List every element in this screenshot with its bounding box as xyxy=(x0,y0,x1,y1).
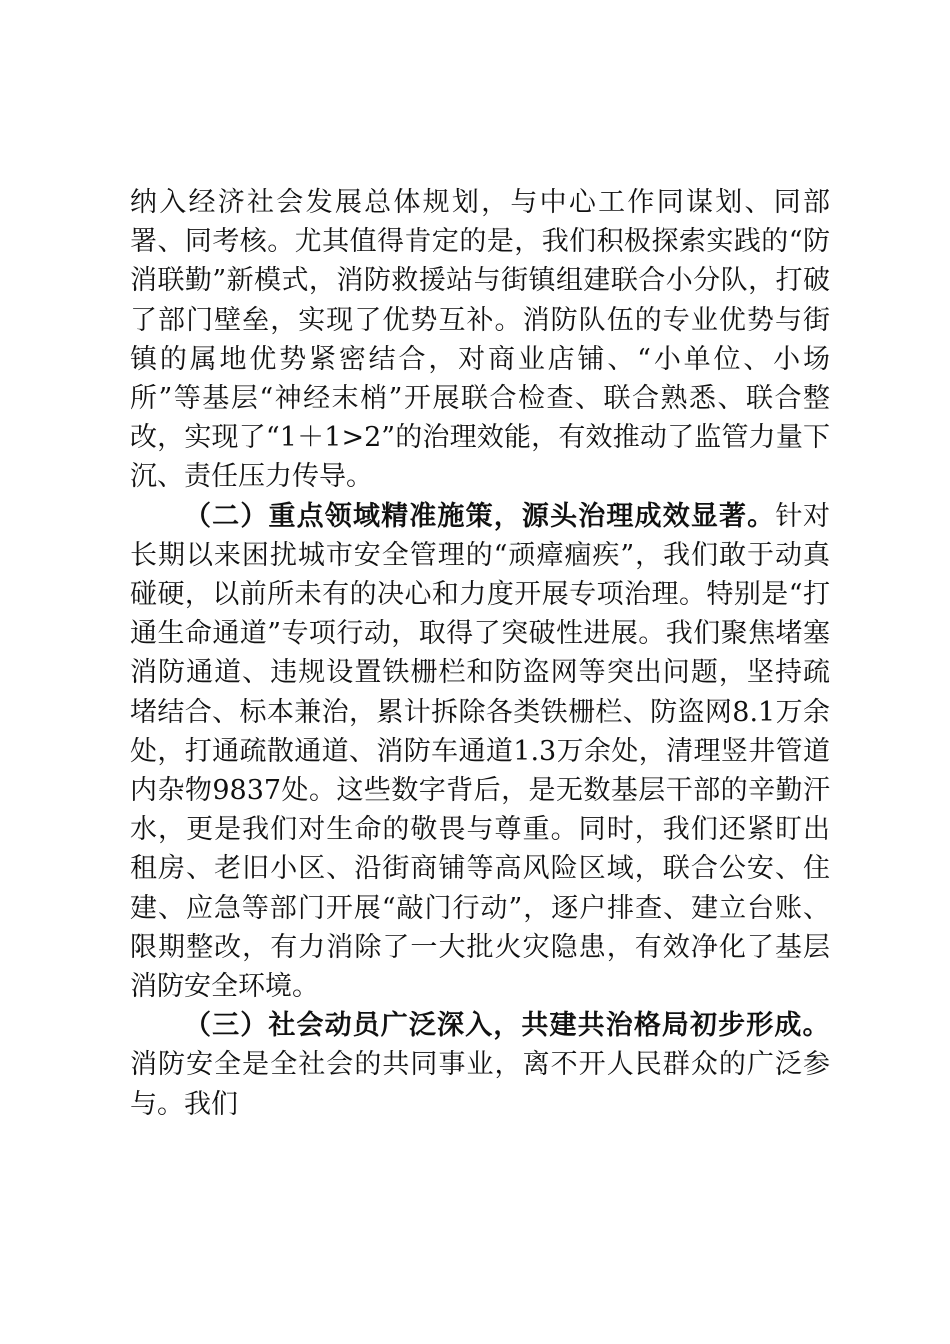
paragraph-1-text: 纳入经济社会发展总体规划，与中心工作同谋划、同部署、同考核。尤其值得肯定的是，我们积极探索实践的“防消联勤”新模式，消防救援站与街镇组建联合小分队，打破了部门壁垒，实现了优势互补。消防队伍的专业优势与街镇的属地优势紧密结合，对商业店铺、“小单位、小场所”等基层“神经末梢”开展联合检查、联合熟悉、联合整改，实现了“1＋1>2”的治理效能，有效推动了监管力量下沉、责任压力传导。 xyxy=(130,187,830,493)
paragraph-2 xyxy=(130,497,830,1007)
paragraph-2-text: 针对长期以来困扰城市安全管理的“顽瘴痼疾”，我们敢于动真碰硬，以前所未有的决心和力度开展专项治理。特别是“打通生命通道”专项行动，取得了突破性进展。我们聚焦堵塞消防通道、违规设置铁栅栏和防盗网等突出问题，坚持疏堵结合、标本兼治，累计拆除各类铁栅栏、防盗网8.1万余处，打通疏散通道、消防车通道1.3万余处，清理竖井管道内杂物9837处。这些数字背后，是无数基层干部的辛勤汗水，更是我们对生命的敬畏与尊重。同时，我们还紧盯出租房、老旧小区、沿街商铺等高风险区域，联合公安、住建、应急等部门开展“敲门行动”，逐户排查、建立台账、限期整改，有力消除了一大批火灾隐患，有效净化了基层消防安全环境。 xyxy=(130,500,831,1003)
section-2-heading: （二）重点领域精准施策，源头治理成效显著。 xyxy=(184,500,776,532)
paragraph-3 xyxy=(130,1006,830,1124)
paragraph-3-text: 消防安全是全社会的共同事业，离不开人民群众的广泛参与。我们 xyxy=(130,1049,830,1120)
paragraph-1 xyxy=(130,183,830,497)
document-body xyxy=(130,183,830,1124)
section-3-heading: （三）社会动员广泛深入，共建共治格局初步形成。 xyxy=(184,1010,830,1042)
